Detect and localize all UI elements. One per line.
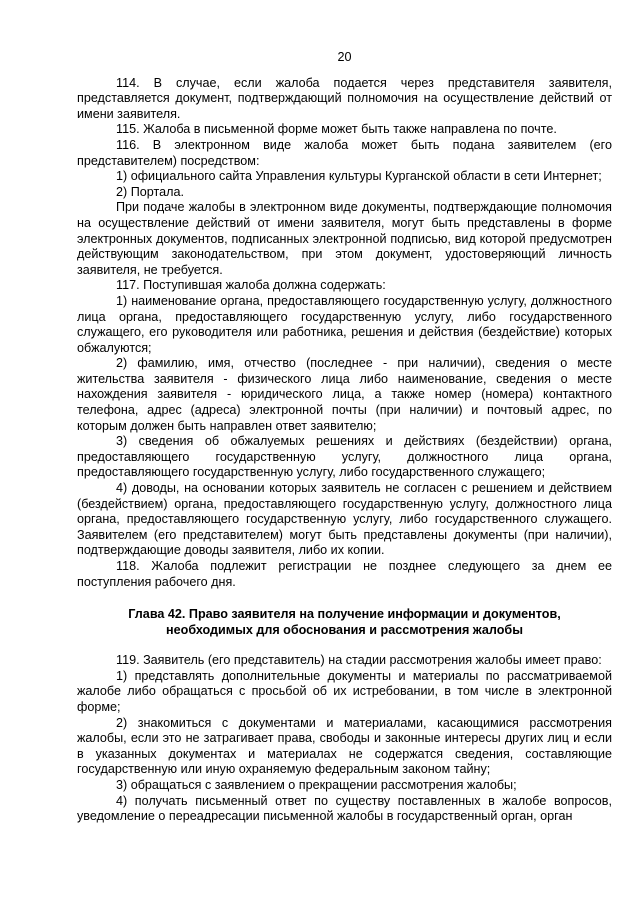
paragraph-114: 114. В случае, если жалоба подается через представителя заявителя, представляется документ, подтверждающий полномочия на осуществление действий от имени заявителя.: [77, 75, 612, 121]
paragraph-116-item-2: 2) Портала.: [116, 184, 184, 199]
chapter-title-line-1: Глава 42. Право заявителя на получение информации и документов,: [128, 607, 561, 622]
paragraph-116: 116. В электронном виде жалоба может быть подана заявителем (его представителем) посредством:: [77, 137, 612, 168]
paragraph-115: 115. Жалоба в письменной форме может быть также направлена по почте.: [116, 122, 557, 137]
paragraph-117-item-1: 1) наименование органа, предоставляющего государственную услугу, должностного лица органа, предоставляющего государственную услугу, либо государственного служащего, его руководителя или работника, решения и действия (бездействие) которых обжалуются;: [77, 293, 612, 355]
chapter-title-line-2: необходимых для обоснования и рассмотрения жалобы: [166, 623, 523, 638]
paragraph-118: 118. Жалоба подлежит регистрации не позднее следующего за днем ее поступления рабочего дня.: [77, 559, 612, 589]
paragraph-117-item-3: 3) сведения об обжалуемых решениях и действиях (бездействии) органа, предоставляющего государственную услугу, должностного лица органа, предоставляющего государственную услугу, либо государственного служащего;: [77, 434, 612, 480]
paragraph-117-item-2: 2) фамилию, имя, отчество (последнее - при наличии), сведения о месте жительства заявителя - физического лица либо наименование, сведения о месте нахождения заявителя - юридического лица, а также номер (номера) контактного телефона, адрес (адреса) электронной почты (при наличии) и почтовый адрес, по которым должен быть направлен ответ заявителю;: [77, 356, 612, 433]
page-number: 20: [337, 50, 352, 64]
paragraph-electronic-documents: При подаче жалобы в электронном виде документы, подтверждающие полномочия на осуществление действий от имени заявителя, могут быть представлены в форме электронных документов, подписанных электронной подписью, вид которой предусмотрен действующим законодательством, при этом документ, удостоверяющий личность заявителя, не требуется.: [77, 200, 612, 277]
chapter-heading: [77, 606, 612, 638]
paragraph-119: 119. Заявитель (его представитель) на стадии рассмотрения жалобы имеет право:: [116, 653, 602, 668]
paragraph-117: 117. Поступившая жалоба должна содержать:: [116, 278, 386, 293]
paragraph-117-item-4: 4) доводы, на основании которых заявитель не согласен с решением и действием (бездействием) органа, предоставляющего государственную услугу, должностного лица органа, предоставляющего государственную услугу, либо государственного служащего. Заявителем (его представителем) могут быть представлены документы (при наличии), подтверждающие доводы заявителя, либо их копии.: [77, 481, 612, 558]
paragraph-116-item-1: 1) официального сайта Управления культуры Курганской области в сети Интернет;: [116, 169, 602, 184]
document-page: [77, 50, 612, 825]
paragraph-119-item-1: 1) представлять дополнительные документы и материалы по рассматриваемой жалобе либо обращаться с просьбой об их истребовании, в том числе в электронной форме;: [77, 668, 612, 714]
paragraph-119-item-2: 2) знакомиться с документами и материалами, касающимися рассмотрения жалобы, если это не затрагивает права, свободы и законные интересы других лиц и если в указанных документах и материалах не содержатся сведения, составляющие государственную или иную охраняемую федеральным законом тайну;: [77, 715, 612, 777]
paragraph-119-item-3: 3) обращаться с заявлением о прекращении рассмотрения жалобы;: [116, 777, 517, 792]
paragraph-119-item-4: 4) получать письменный ответ по существу поставленных в жалобе вопросов, уведомление о переадресации письменной жалобы в государственный орган, орган: [77, 793, 612, 824]
